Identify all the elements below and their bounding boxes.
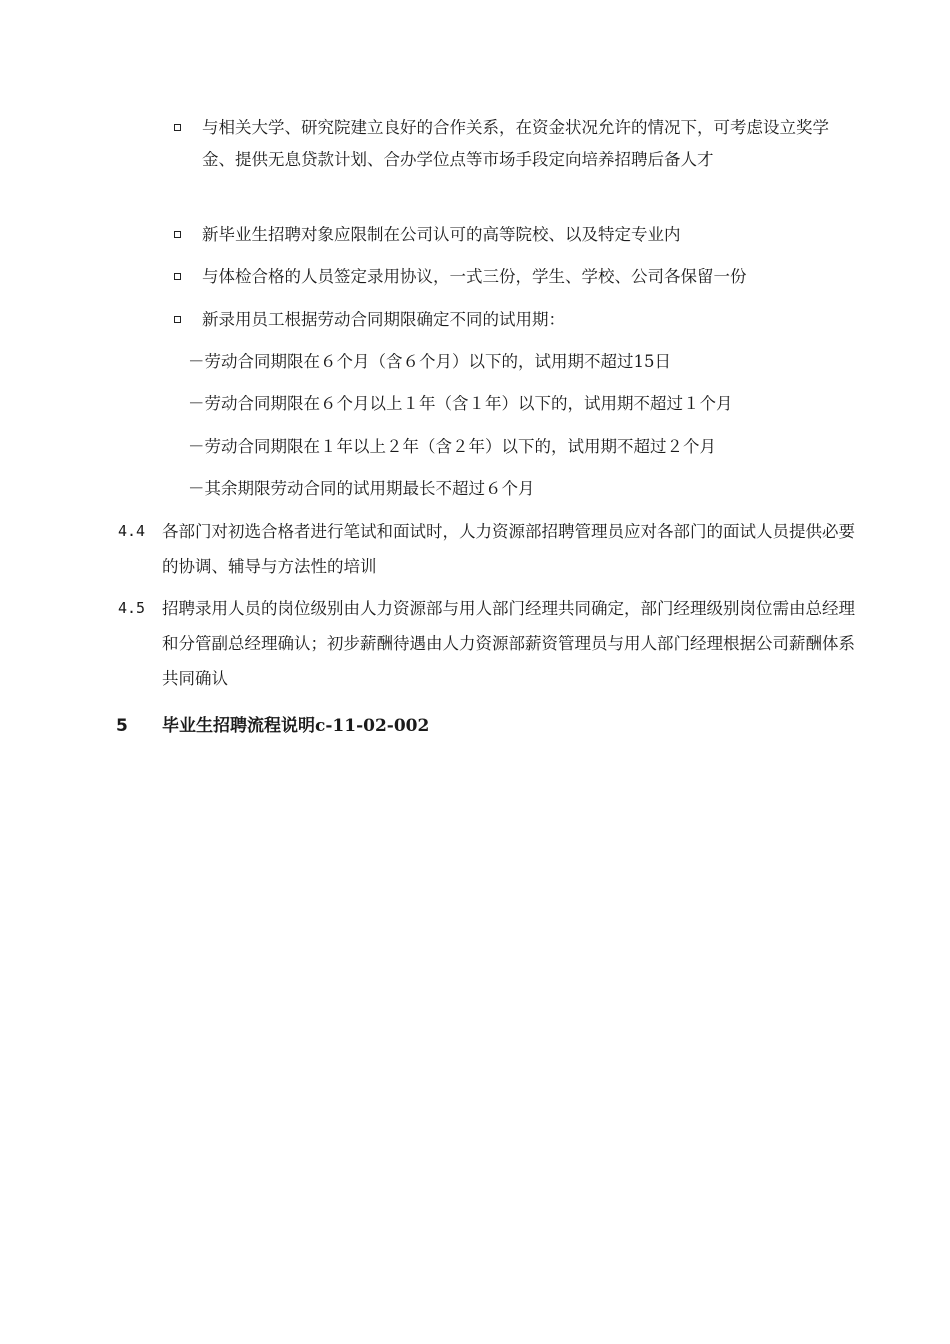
dash-item: －其余期限劳动合同的试用期最长不超过６个月 [188,479,535,498]
bullet-item [170,261,860,293]
clause-number: 4.4 [118,522,146,540]
bullet-text: 与相关大学、研究院建立良好的合作关系，在资金状况允许的情况下，可考虑设立奖学金、提供无息贷款计划、合办学位点等市场手段定向培养招聘后备人才 [202,118,829,169]
bullet-text: 新录用员工根据劳动合同期限确定不同的试用期： [202,310,565,329]
dash-item: －劳动合同期限在６个月（含６个月）以下的，试用期不超过15日 [188,352,671,371]
bullet-item [170,304,860,336]
bullet-text: 新毕业生招聘对象应限制在公司认可的高等院校、以及特定专业内 [202,225,681,244]
bullet-item [170,112,860,176]
checkbox-bullet-icon [174,231,181,238]
checkbox-bullet-icon [174,273,181,280]
dash-item: －劳动合同期限在６个月以上１年（含１年）以下的，试用期不超过１个月 [188,394,733,413]
clause-number: 4.5 [118,599,146,617]
section-title: 毕业生招聘流程说明c-11-02-002 [162,716,430,736]
checkbox-bullet-icon [174,316,181,323]
numbered-clause [118,591,863,696]
checkbox-bullet-icon [174,124,181,131]
dash-item: －劳动合同期限在１年以上２年（含２年）以下的，试用期不超过２个月 [188,437,716,456]
bullet-text: 与体检合格的人员签定录用协议，一式三份，学生、学校、公司各保留一份 [202,267,747,286]
numbered-clause [118,514,863,584]
clause-text: 各部门对初选合格者进行笔试和面试时，人力资源部招聘管理员应对各部门的面试人员提供必要的协调、辅导与方法性的培训 [162,522,855,576]
bullet-item [170,219,860,251]
clause-text: 招聘录用人员的岗位级别由人力资源部与用人部门经理共同确定，部门经理级别岗位需由总经理和分管副总经理确认；初步薪酬待遇由人力资源部薪资管理员与用人部门经理根据公司薪酬体系共同确认 [162,599,855,688]
section-number: 5 [116,716,128,736]
